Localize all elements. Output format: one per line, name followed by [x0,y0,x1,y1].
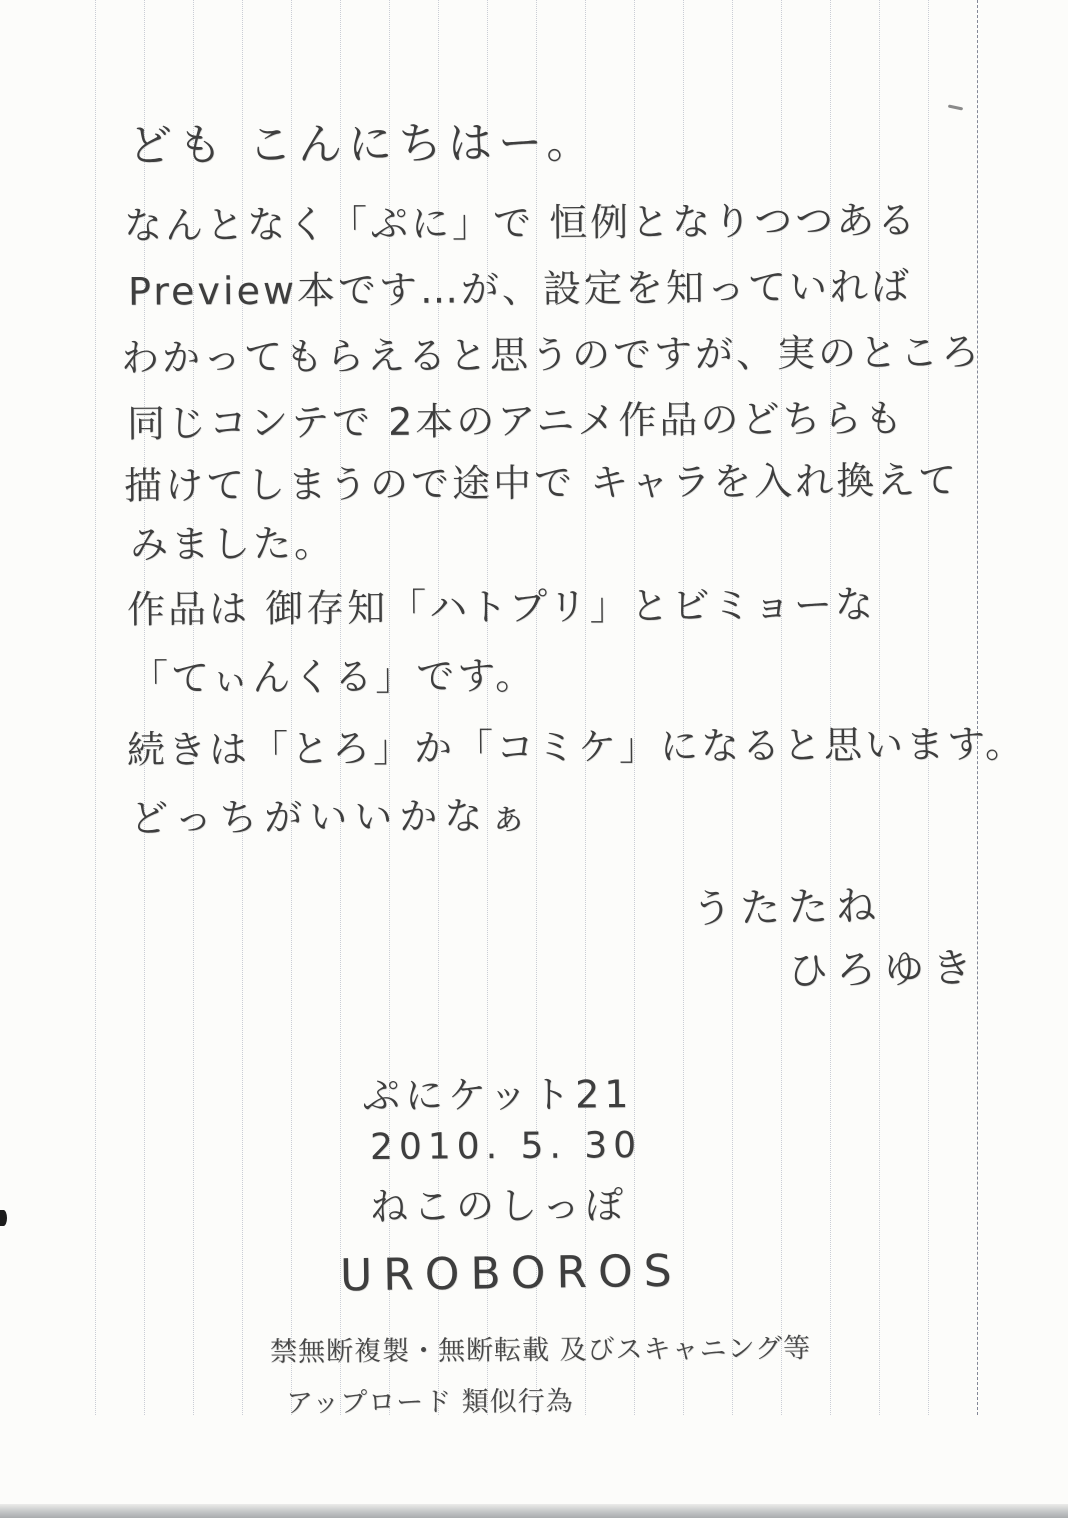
note-line: ども こんにちはー。 [127,117,597,172]
stray-pencil-mark [948,104,963,110]
note-line: なんとなく「ぷに」で 恒例となりつつある [123,198,919,248]
ruled-line [95,0,96,1415]
note-line: 描けてしまうので途中で キャラを入れ換えて [123,458,960,508]
signature-line: ひろゆき [787,945,981,995]
signature-line: うたたね [691,883,885,933]
ruled-line [928,0,929,1415]
note-line: Preview本です…が、設定を知っていれば [127,264,913,314]
book-title: UROBOROS [339,1245,683,1302]
note-line: 続きは「とろ」か「コミケ」になると思います。 [126,721,1027,773]
scan-edge-mark [0,1210,7,1226]
event-name: ぷにケット21 [361,1072,634,1118]
note-line: 「てぃんくる」です。 [129,653,537,701]
ruled-line [977,0,978,1415]
note-line: 作品は 御存知「ハトプリ」とビミョーな [126,582,877,632]
disclaimer-line: アップロード 類似行為 [285,1385,574,1420]
circle-name: ねこのしっぽ [369,1183,629,1229]
note-line: みました。 [129,521,336,567]
disclaimer-line: 禁無断複製・無断転載 及びスキャニング等 [269,1333,812,1368]
note-line: どっちがいいかなぁ [129,793,535,841]
note-line: わかってもらえると思うのですが、実のところ [120,329,983,381]
event-date: 2010. 5. 30 [369,1125,643,1168]
scan-bottom-shadow [0,1504,1068,1518]
note-line: 同じコンテで 2本のアニメ作品のどちらも [126,396,906,446]
